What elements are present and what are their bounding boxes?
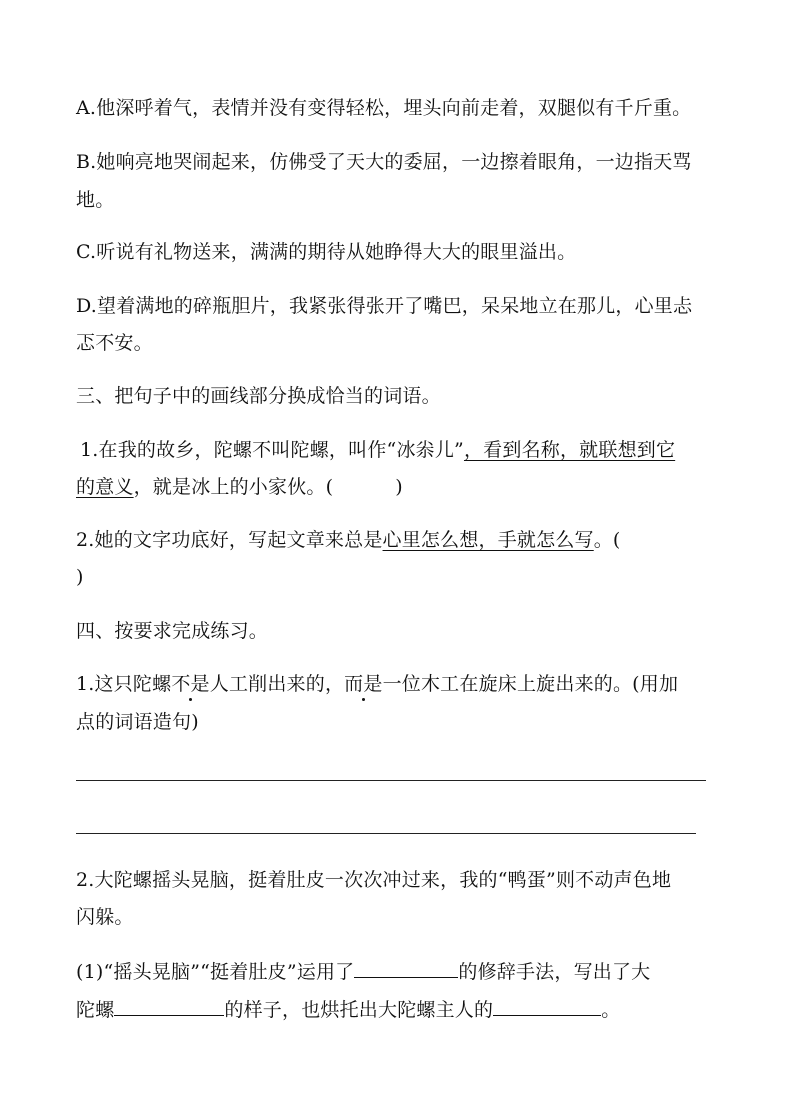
section-four-q2-line2: 闪躲。 bbox=[76, 906, 134, 928]
section-three-q1-line2 bbox=[76, 474, 726, 500]
blank-appearance[interactable] bbox=[114, 995, 224, 1016]
q1-close-paren: ) bbox=[395, 476, 403, 498]
sub1-text-c: 陀螺 bbox=[76, 999, 115, 1021]
q1-underlined-part1: ，看到名称，就联想到它 bbox=[463, 439, 676, 461]
section-four-q1-line1 bbox=[76, 671, 726, 697]
q2-rest-text: 。( bbox=[593, 529, 621, 551]
option-b-line1: B.她响亮地哭闹起来，仿佛受了天大的委屈，一边擦着眼角，一边指天骂 bbox=[76, 151, 692, 173]
q2-underlined: 心里怎么想，手就怎么写 bbox=[382, 529, 594, 551]
s4-q1-post: 一位木工在旋床上旋出来的。(用加 bbox=[382, 673, 679, 695]
blank-rhetoric[interactable] bbox=[354, 957, 458, 978]
section-three-heading: 三、把句子中的画线部分换成恰当的词语。 bbox=[76, 385, 441, 407]
q2-close-paren: ) bbox=[76, 566, 84, 588]
answer-line-1[interactable] bbox=[76, 780, 706, 781]
q2-plain-text: 2.她的文字功底好，写起文章来总是 bbox=[76, 529, 383, 551]
s4-q1-pre: 1.这只陀螺 bbox=[76, 673, 172, 695]
blank-owner-trait[interactable] bbox=[493, 995, 601, 1016]
sub1-text-e: 。 bbox=[601, 999, 621, 1021]
q1-underlined-part2: 的意义 bbox=[76, 476, 134, 498]
option-d-line2: 忑不安。 bbox=[76, 332, 153, 354]
section-three-q2-line1 bbox=[76, 527, 726, 553]
option-b-line2: 地。 bbox=[76, 189, 115, 211]
section-four-q2-sub1-line2 bbox=[76, 995, 726, 1023]
option-c: C.听说有礼物送来，满满的期待从她睁得大大的眼里溢出。 bbox=[76, 241, 577, 263]
sub1-text-a: (1)“摇头晃脑”“挺着肚皮”运用了 bbox=[76, 961, 355, 983]
option-d-line1: D.望着满地的碎瓶胆片，我紧张得张开了嘴巴，呆呆地立在那儿，心里忐 bbox=[76, 295, 693, 317]
s4-q1-mid: 人工削出来的， bbox=[209, 673, 345, 695]
section-three-q1-line1 bbox=[80, 437, 730, 463]
section-four-q2-sub1-line1 bbox=[76, 957, 726, 985]
q1-plain-text: 1.在我的故乡，陀螺不叫陀螺，叫作“冰尜儿” bbox=[80, 439, 464, 461]
section-three-q2-line2 bbox=[76, 564, 726, 590]
s4-q1-dotted-word-1: 不是 bbox=[171, 673, 210, 695]
q1-rest-text: ，就是冰上的小家伙。( bbox=[133, 476, 334, 498]
section-four-q1-line2: 点的词语造句) bbox=[76, 711, 199, 733]
sub1-text-b: 的修辞手法，写出了大 bbox=[458, 961, 651, 983]
s4-q1-dotted-word-2: 而是 bbox=[344, 673, 383, 695]
sub1-text-d: 的样子，也烘托出大陀螺主人的 bbox=[224, 999, 494, 1021]
option-a: A.他深呼着气，表情并没有变得轻松，埋头向前走着，双腿似有千斤重。 bbox=[76, 97, 692, 119]
section-four-q2-line1: 2.大陀螺摇头晃脑，挺着肚皮一次次冲过来，我的“鸭蛋”则不动声色地 bbox=[76, 869, 672, 891]
section-four-heading: 四、按要求完成练习。 bbox=[76, 620, 269, 642]
answer-line-2[interactable] bbox=[76, 833, 696, 834]
